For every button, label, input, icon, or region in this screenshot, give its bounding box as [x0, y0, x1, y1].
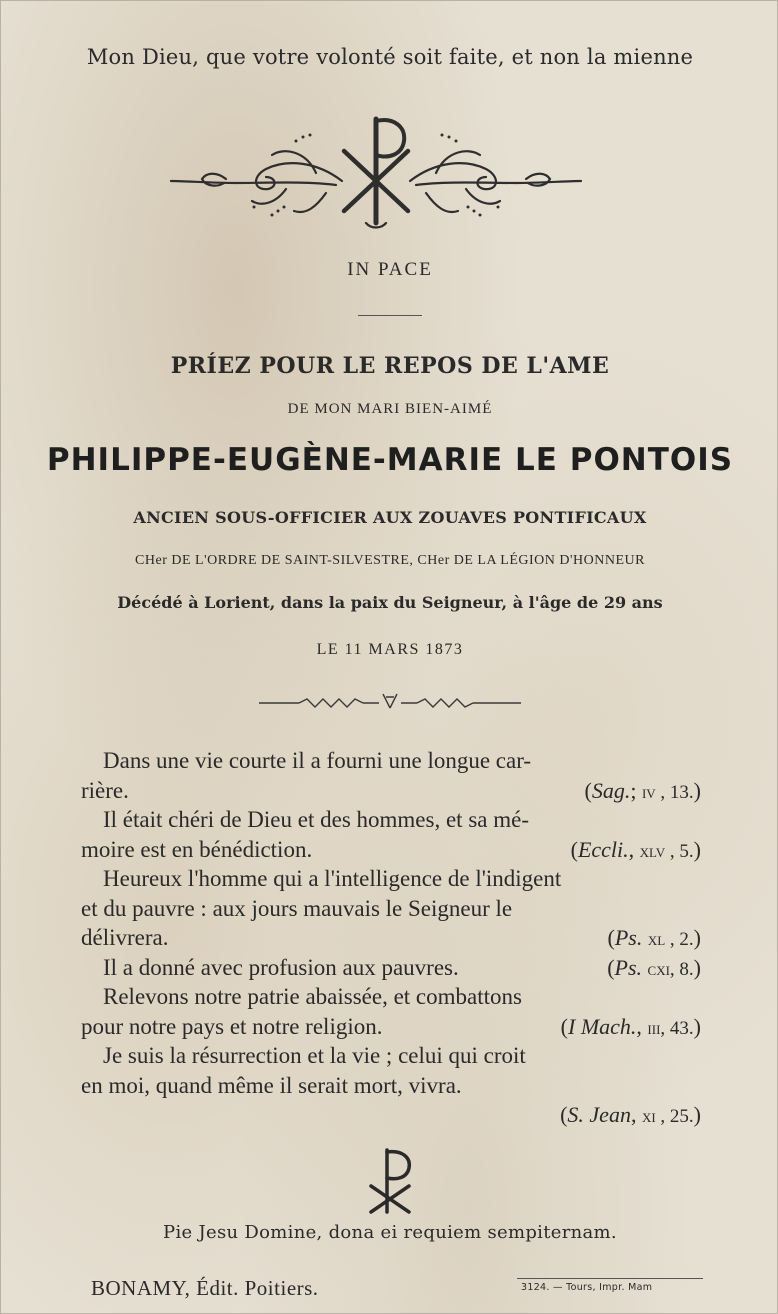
verse-6 [81, 1041, 701, 1130]
ornamental-divider [259, 691, 521, 711]
chi-rho-ornament-icon [166, 111, 586, 236]
verse-line: rière. (Sag.; iv , 13.) [81, 776, 701, 806]
verse-reference: (S. Jean, xi , 25.) [560, 1102, 701, 1127]
requiem-line: Pie Jesu Domine, dona ei requiem sempiternam. [163, 1222, 617, 1243]
verse-line: Il était chéri de Dieu et des hommes, et sa mé- [103, 807, 529, 832]
verse-reference: (Ps. cxi, 8.) [607, 954, 701, 980]
prayer-heading: PRÍEZ POUR LE REPOS DE L'AME [170, 353, 610, 379]
deceased-name: PHILIPPE-EUGÈNE-MARIE LE PONTOIS [46, 442, 734, 478]
death-date: LE 11 MARS 1873 [316, 641, 464, 658]
verse-line: pour notre pays et notre religion. (I Mach., iii, 43.) [81, 1012, 701, 1042]
verse-line [81, 1100, 701, 1130]
chi-rho-icon [361, 1146, 421, 1216]
verse-line: Relevons notre patrie abaissée, et combattons [103, 984, 522, 1009]
in-pace-heading: IN PACE [347, 259, 433, 280]
scripture-verses [81, 746, 701, 1130]
printer-line: 3124. — Tours, Impr. Mam [521, 1282, 653, 1293]
verse-line: et du pauvre : aux jours mauvais le Seigneur le [81, 895, 513, 921]
verse-reference: (Eccli., xlv , 5.) [570, 836, 701, 862]
verse-line: moire est en bénédiction. (Eccli., xlv , 5.) [81, 835, 701, 865]
verse-5 [81, 982, 701, 1041]
military-rank: ANCIEN SOUS-OFFICIER AUX ZOUAVES PONTIFICAUX [133, 508, 647, 527]
verse-line: Je suis la résurrection et la vie ; celui qui croit [103, 1043, 526, 1068]
verse-2 [81, 805, 701, 864]
publisher: BONAMY, Édit. Poitiers. [91, 1276, 319, 1300]
short-rule [358, 315, 422, 316]
husband-line: DE MON MARI BIEN-AIMÉ [287, 401, 493, 417]
verse-line: Il a donné avec profusion aux pauvres. (Ps. cxi, 8.) [81, 953, 701, 983]
death-line: Décédé à Lorient, dans la paix du Seigneur, à l'âge de 29 ans [117, 593, 663, 612]
verse-line: en moi, quand même il serait mort, vivra. [81, 1072, 462, 1098]
motto: Mon Dieu, que votre volonté soit faite, et non la mienne [86, 45, 694, 69]
printer-rule [517, 1278, 703, 1279]
verse-4 [81, 953, 701, 983]
verse-reference: (Ps. xl , 2.) [607, 925, 701, 950]
verse-3 [81, 864, 701, 953]
orders-line: CHer DE L'ORDRE DE SAINT-SILVESTRE, CHer DE LA LÉGION D'HONNEUR [135, 553, 645, 568]
verse-line: délivrera. (Ps. xl , 2.) [81, 923, 701, 953]
verse-line: Heureux l'homme qui a l'intelligence de l'indigent [103, 866, 562, 891]
verse-line: Dans une vie courte il a fourni une longue car- [103, 748, 532, 773]
verse-1 [81, 746, 701, 805]
verse-reference: (Sag.; iv , 13.) [584, 777, 701, 803]
verse-reference: (I Mach., iii, 43.) [560, 1013, 701, 1039]
